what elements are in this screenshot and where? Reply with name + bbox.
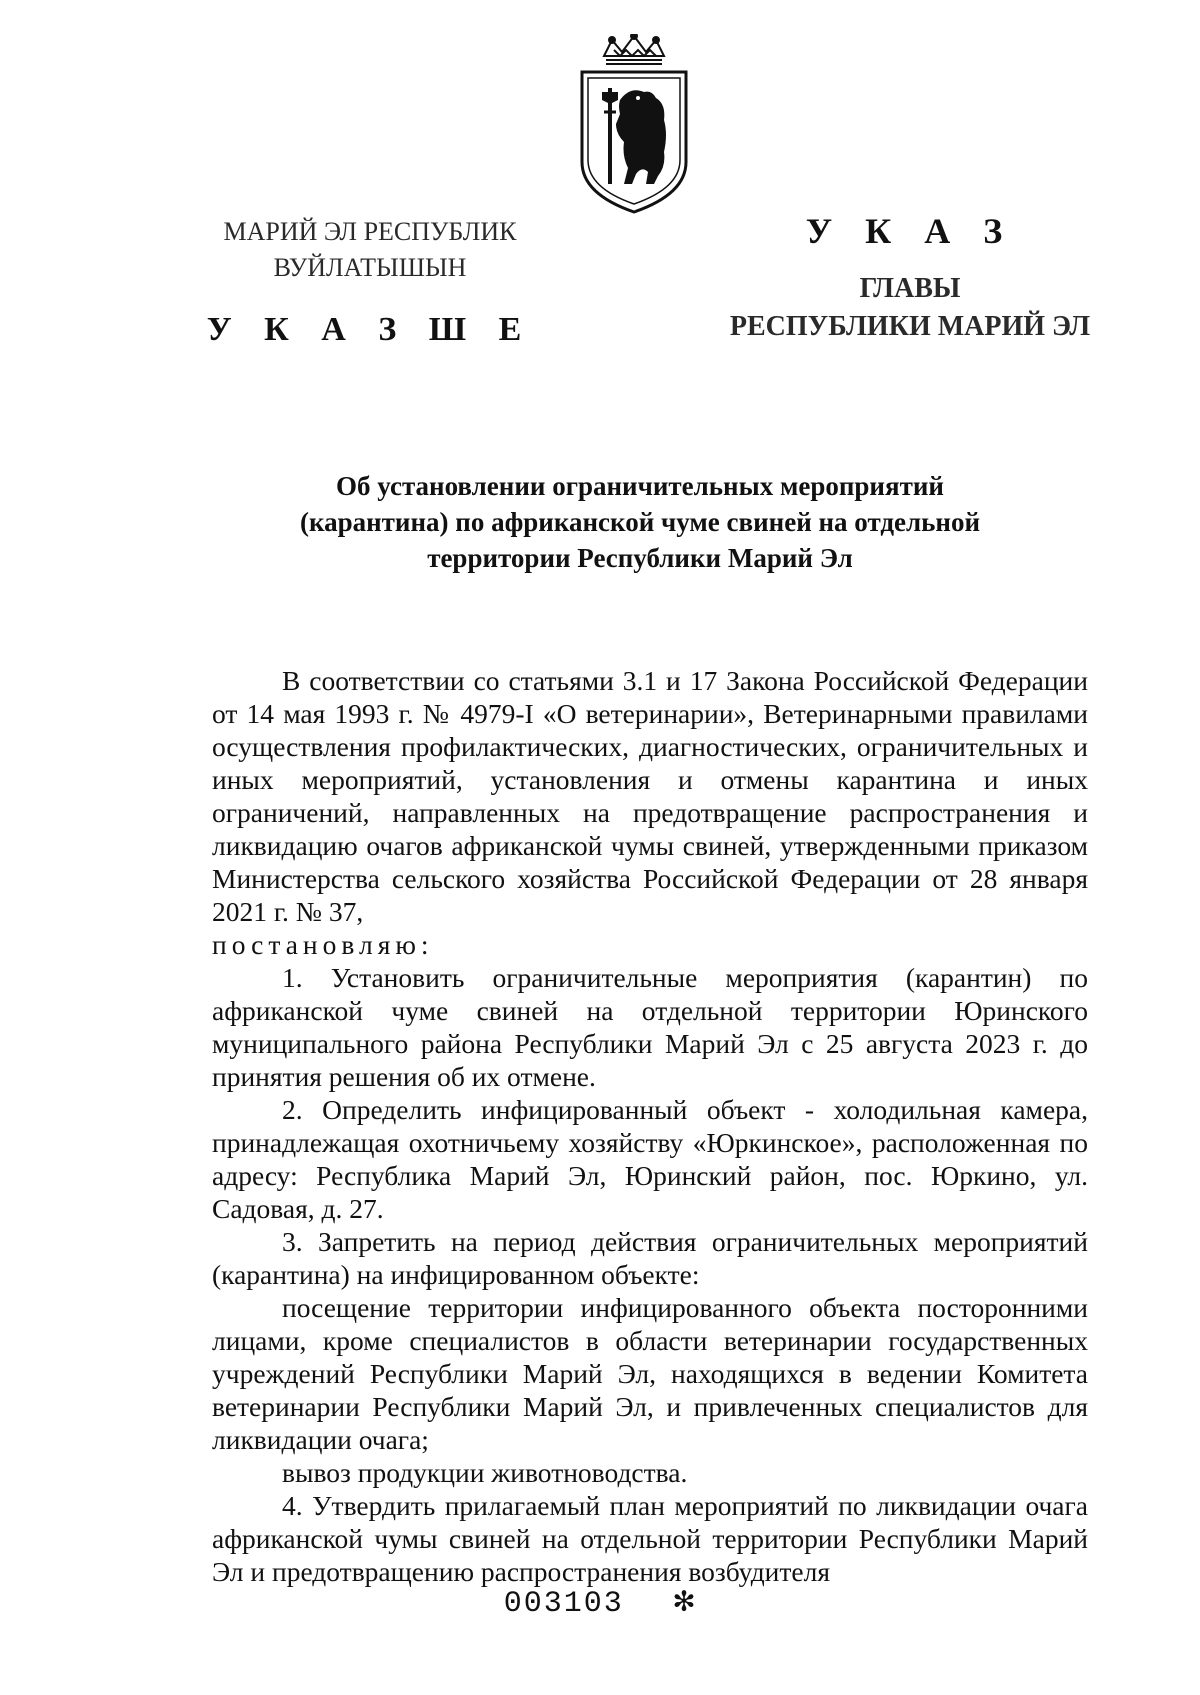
title-line2: (карантина) по африканской чуме свиней на отдельной xyxy=(299,507,981,537)
title-line1: Об установлении ограничительных мероприятий xyxy=(336,471,944,501)
decree-title xyxy=(260,468,1020,576)
decree-body xyxy=(212,664,1088,1588)
body-item-2: 2. Определить инфицированный объект - холодильная камера, принадлежащая охотничьему хозяйству «Юркинское», расположенная по адресу: Республика Марий Эл, Юринский район, пос. Юркино, ул. Садовая, д. 27. xyxy=(212,1094,1088,1224)
body-decree-word: постановляю: xyxy=(212,929,434,960)
header-right xyxy=(700,206,1120,346)
body-item-1: 1. Установить ограничительные мероприятия (карантин) по африканской чуме свиней на отдельной территории Юринского муниципального района Республики Марий Эл с 25 августа 2023 г. до принятия решения об их отмене. xyxy=(212,962,1088,1092)
header-right-line2: РЕСПУБЛИКИ МАРИЙ ЭЛ xyxy=(729,311,1091,342)
body-item-4: 4. Утвердить прилагаемый план мероприятий по ликвидации очага африканской чумы свиней на отдельной территории Республики Марий Эл и предотвращению распространения возбудителя xyxy=(212,1490,1088,1587)
header-right-line1: ГЛАВЫ xyxy=(859,273,961,304)
header-left-doc-type: У К А З Ш Е xyxy=(206,311,534,348)
header-left-line1: МАРИЙ ЭЛ РЕСПУБЛИК xyxy=(223,217,517,246)
title-line3: территории Республики Марий Эл xyxy=(427,543,853,573)
serial-number: 003103 xyxy=(503,1587,624,1621)
asterisk-mark-icon: ✻ xyxy=(673,1584,697,1622)
header-left xyxy=(180,214,560,348)
coat-of-arms-bear-icon xyxy=(576,34,692,216)
serial-footer xyxy=(0,1580,1200,1622)
body-item-3: 3. Запретить на период действия ограничительных мероприятий (карантина) на инфицированном объекте: xyxy=(212,1226,1088,1290)
header-left-line2: ВУЙЛАТЫШЫН xyxy=(273,253,467,282)
header-right-doc-type: У К А З xyxy=(805,211,1015,251)
body-intro: В соответствии со статьями 3.1 и 17 Закона Российской Федерации от 14 мая 1993 г. № 4979-I «О ветеринарии», Ветеринарными правилами осуществления профилактических, диагностических, ограничительных и иных мероприятий, установления и отмены карантина и иных ограничений, направленных на предотвращение распространения и ликвидацию очагов африканской чумы свиней, утвержденными приказом Министерства сельского хозяйства Российской Федерации от 28 января 2021 г. № 37, xyxy=(212,665,1088,927)
body-item-3-b: вывоз продукции животноводства. xyxy=(282,1457,688,1488)
body-item-3-a: посещение территории инфицированного объекта посторонними лицами, кроме специалистов в области ветеринарии государственных учреждений Республики Марий Эл, находящихся в ведении Комитета ветеринарии Республики Марий Эл, и привлеченных специалистов для ликвидации очага; xyxy=(212,1292,1088,1455)
